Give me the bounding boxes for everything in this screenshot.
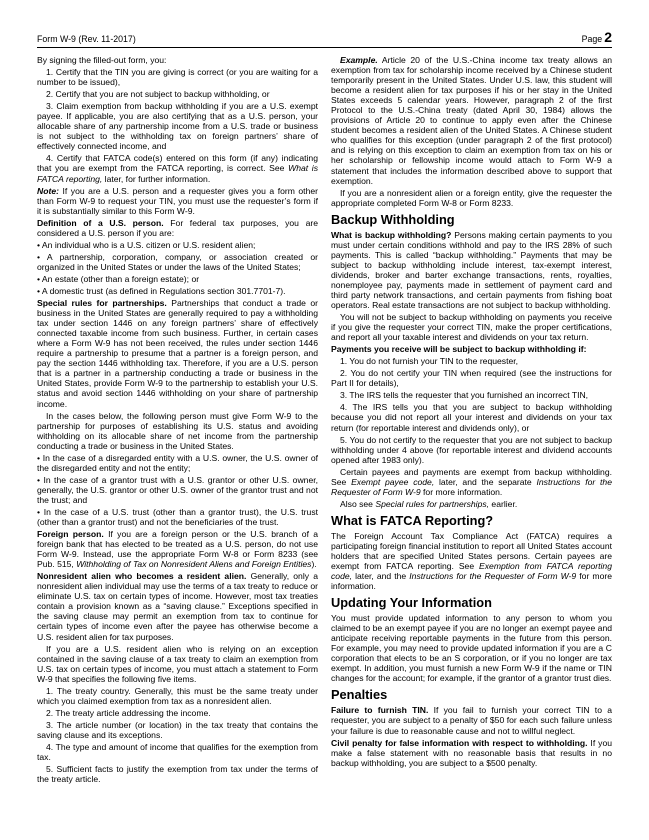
text-run: What is FATCA reporting, xyxy=(37,163,318,184)
page-number: 2 xyxy=(604,29,612,45)
bullet-item xyxy=(37,475,318,505)
text-run: 1. The treaty country. Generally, this must be the same treaty under which you claimed exemption from tax as a nonresident alien. xyxy=(37,685,318,706)
text-run: Definition of a U.S. person. xyxy=(37,217,164,228)
paragraph xyxy=(37,101,318,151)
text-run: • An estate (other than a foreign estate); or xyxy=(37,273,200,284)
paragraph xyxy=(331,467,612,497)
bullet-item xyxy=(37,286,318,296)
text-run: for more information. xyxy=(331,571,612,592)
text-run: • An individual who is a U.S. citizen or U.S. resident alien; xyxy=(37,239,256,250)
right-column xyxy=(331,55,612,786)
paragraph xyxy=(331,613,612,683)
text-run: By signing the filled-out form, you: xyxy=(37,55,167,65)
text-run: 2. The treaty article addressing the income. xyxy=(46,707,211,718)
text-run: Special rules for partnerships. xyxy=(37,298,167,309)
page-label: Page xyxy=(581,34,603,44)
text-run: 3. The IRS tells the requester that you furnished an incorrect TIN, xyxy=(340,390,589,401)
text-run: Partnerships that conduct a trade or business in the United States are generally required to pay a withholding tax under section 1446 on any foreign partners’ share of effectively connected taxable income from such business. Further, in certain cases where a Form W-9 has not been received, the rules under section 1446 require a partnership to presume that a partner is a foreign person, and pay the section 1446 withholding tax. Therefore, if you are a U.S. person that is a partner in a partnership conducting a trade or business in the United States, provide Form W-9 to the partnership to establish your U.S. status and avoid section 1446 withholding on your share of partnership income. xyxy=(37,298,318,409)
text-run: You will not be subject to backup withholding on payments you receive if you give the requester your correct TIN, make the proper certifications, and report all your taxable interest and dividends on your tax return. xyxy=(331,312,612,343)
section-heading xyxy=(331,514,612,529)
bullet-item xyxy=(37,274,318,284)
paragraph xyxy=(37,720,318,740)
paragraph xyxy=(331,402,612,432)
text-run: If you fail to furnish your correct TIN to a requester, you are subject to a penalty of $50 for each such failure unless your failure is due to reasonable cause and not to willful neglect. xyxy=(331,705,612,736)
paragraph xyxy=(331,312,612,342)
text-run: 2. You do not certify your TIN when required (see the instructions for Part II for details), xyxy=(331,368,612,389)
text-run: later, and the xyxy=(352,571,410,582)
text-run: later, and the separate xyxy=(434,476,537,487)
text-run: Penalties xyxy=(331,687,388,703)
text-run: The Foreign Account Tax Compliance Act (FATCA) requires a participating foreign financial institution to report all United States account holders that are specified United States persons. Certain payees are exempt from FATCA reporting. See xyxy=(331,530,612,571)
bullet-item xyxy=(37,453,318,473)
paragraph xyxy=(331,368,612,388)
paragraph xyxy=(331,705,612,735)
text-run: 3. The article number (or location) in the tax treaty that contains the saving clause and its exceptions. xyxy=(37,719,318,740)
text-run: 5. You do not certify to the requester that you are not subject to backup withholding under 4 above (for reportable interest and dividend accounts opened after 1983 only). xyxy=(331,434,612,465)
text-run: 4. The IRS tells you that you are subject to backup withholding because you did not report all your interest and dividends on your tax return (for reportable interest and dividends only), or xyxy=(331,402,612,433)
paragraph xyxy=(37,298,318,409)
text-run: later, for further information. xyxy=(102,173,211,184)
paragraph xyxy=(37,89,318,99)
left-column xyxy=(37,55,318,786)
text-run: 1. You do not furnish your TIN to the requester, xyxy=(340,356,519,367)
text-run: Special rules for partnerships, xyxy=(375,498,490,509)
paragraph xyxy=(37,186,318,216)
text-run: If you are a foreign person or the U.S. branch of a foreign bank that has elected to be treated as a U.S. person, do not use Form W-9. Instead, use the appropriate Form W-8 or Form 8233 (see Pub. 515, xyxy=(37,529,319,570)
text-run: 5. Sufficient facts to justify the exemption from tax under the terms of the treaty article. xyxy=(37,764,318,785)
text-run: 1. Certify that the TIN you are giving is correct (or you are waiting for a number to be issued), xyxy=(37,67,318,88)
text-run: Instructions for the Requester of Form W-9 xyxy=(409,571,577,582)
text-run: Civil penalty for false information with respect to withholding. xyxy=(331,737,588,748)
text-run: Also see xyxy=(340,498,376,509)
paragraph xyxy=(331,188,612,208)
text-run: Nonresident alien who becomes a resident alien. xyxy=(37,571,247,582)
paragraph xyxy=(331,356,612,366)
text-run: Payments you receive will be subject to backup withholding if: xyxy=(331,344,587,355)
text-run: • In the case of a grantor trust with a U.S. grantor or other U.S. owner, generally, the U.S. grantor or other U.S. owner of the grantor trust and not the trust; and xyxy=(37,474,318,505)
text-run: earlier. xyxy=(489,498,518,509)
text-run: Generally, only a nonresident alien individual may use the terms of a tax treaty to reduce or eliminate U.S. tax on certain types of income. However, most tax treaties contain a provision known as a “saving clause.” Exceptions specified in the saving clause may permit an exemption from tax to continue for certain types of income even after the payee has otherwise become a U.S. resident alien for tax purposes. xyxy=(37,571,318,642)
bullet-item xyxy=(37,252,318,272)
text-run: If you are a nonresident alien or a foreign entity, give the requester the appropriate completed Form W-8 or Form 8233. xyxy=(331,187,612,208)
text-run: If you are a U.S. person and a requester gives you a form other than Form W-9 to request your TIN, you must use the requester’s form if it is substantially similar to this Form W-9. xyxy=(37,185,318,216)
text-run: What is backup withholding? xyxy=(331,229,452,240)
paragraph xyxy=(37,764,318,784)
paragraph xyxy=(331,344,612,354)
text-run: 4. The type and amount of income that qualifies for the exemption from tax. xyxy=(37,742,318,763)
paragraph xyxy=(331,230,612,310)
section-heading xyxy=(331,596,612,611)
text-run: Instructions for the Requester of Form W-9 xyxy=(331,476,612,497)
paragraph xyxy=(37,411,318,451)
text-run: If you are a U.S. resident alien who is relying on an exception contained in the saving clause of a tax treaty to claim an exemption from U.S. tax on certain types of income, you must attach a statement to Form W-9 that specifies the following five items. xyxy=(37,643,318,684)
page-header xyxy=(37,30,612,48)
paragraph xyxy=(37,686,318,706)
paragraph xyxy=(331,738,612,768)
paragraph xyxy=(331,390,612,400)
form-id: Form W-9 (Rev. 11-2017) xyxy=(37,34,136,44)
text-run: What is FATCA Reporting? xyxy=(331,512,494,528)
text-run: 2. Certify that you are not subject to backup withholding, or xyxy=(46,89,270,100)
paragraph xyxy=(37,153,318,183)
paragraph xyxy=(37,644,318,684)
bullet-item xyxy=(37,240,318,250)
paragraph xyxy=(331,499,612,509)
text-run: for more information. xyxy=(420,486,503,497)
text-run: 3. Claim exemption from backup withholding if you are a U.S. exempt payee. If applicable, you are also certifying that as a U.S. person, your allocable share of any partnership income from a U.S. trade or business is not subject to the withholding tax on foreign partners’ share of effectively connected income, and xyxy=(37,101,318,152)
page-indicator xyxy=(582,30,612,44)
text-run: You must provide updated information to any person to whom you claimed to be an exempt payee if you are no longer an exempt payee and anticipate receiving reportable payments in the future from this person. For example, you may need to provide updated information if you are a C corporation that elects to be an S corporation, or if you no longer are tax exempt. In addition, you must furnish a new Form W-9 if the name or TIN changes for the account; for example, if the grantor of a grantor trust dies. xyxy=(331,613,612,684)
paragraph xyxy=(37,218,318,238)
text-run: For federal tax purposes, you are considered a U.S. person if you are: xyxy=(37,217,318,238)
text-run: In the cases below, the following person must give Form W-9 to the partnership for purposes of establishing its U.S. status and avoiding withholding on its allocable share of net income from the partnership conducting a trade or business in the United States. xyxy=(37,410,318,451)
paragraph xyxy=(331,55,612,186)
two-column-body xyxy=(37,55,612,786)
text-run: ). xyxy=(311,559,317,570)
text-run: If you make a false statement with no reasonable basis that results in no backup withholding, you are subject to a $500 penalty. xyxy=(331,737,613,768)
paragraph xyxy=(37,742,318,762)
text-run: • In the case of a disregarded entity with a U.S. owner, the U.S. owner of the disregarded entity and not the entity; xyxy=(37,452,318,473)
text-run: Example. xyxy=(340,55,378,65)
text-run: Backup Withholding xyxy=(331,211,455,227)
paragraph xyxy=(37,708,318,718)
text-run: • A partnership, corporation, company, or association created or organized in the United States or under the laws of the United States; xyxy=(37,251,318,272)
text-run: Note: xyxy=(37,185,59,196)
paragraph xyxy=(37,571,318,641)
text-run: • In the case of a U.S. trust (other than a grantor trust), the U.S. trust (other than a grantor trust) and not the beneficiaries of the trust. xyxy=(37,506,318,528)
paragraph xyxy=(37,67,318,87)
section-heading xyxy=(331,688,612,703)
paragraph xyxy=(37,529,318,569)
text-run: Certain payees and payments are exempt from backup withholding. See xyxy=(331,466,612,487)
text-run: Foreign person. xyxy=(37,529,104,540)
text-run: • A domestic trust (as defined in Regulations section 301.7701-7). xyxy=(37,285,286,296)
bullet-item xyxy=(37,507,318,527)
section-heading xyxy=(331,213,612,228)
text-run: Exemption from FATCA reporting code, xyxy=(331,561,612,582)
text-run: 4. Certify that FATCA code(s) entered on this form (if any) indicating that you are exempt from the FATCA reporting, is correct. See xyxy=(37,153,318,174)
paragraph xyxy=(331,435,612,465)
paragraph xyxy=(331,531,612,591)
text-run: Article 20 of the U.S.-China income tax treaty allows an exemption from tax for scholarship income received by a Chinese student temporarily present in the United States. Under U.S. law, this student will become a resident alien for tax purposes if his or her stay in the United States exceeds 5 calendar years. However, paragraph 2 of the first Protocol to the U.S.-China treaty (dated April 30, 1984) allows the provisions of Article 20 to continue to apply even after the Chinese student becomes a resident alien of the United States. A Chinese student who qualifies for this exception (under paragraph 2 of the first protocol) and is relying on this exception to claim an exemption from tax on his or her scholarship or fellowship income would attach to Form W-9 a statement that includes the information described above to support that exemption. xyxy=(331,55,612,186)
text-run: Exempt payee code, xyxy=(351,476,435,487)
text-run: Withholding of Tax on Nonresident Aliens and Foreign Entities xyxy=(76,559,312,570)
paragraph xyxy=(37,55,318,65)
text-run: Persons making certain payments to you must under certain conditions withhold and pay to the IRS 28% of such payments. This is called “backup withholding.” Payments that may be subject to backup withholding include interest, tax-exempt interest, dividends, broker and barter exchange transactions, rents, royalties, nonemployee pay, payments made in settlement of payment card and third party network transactions, and certain payments from fishing boat operators. Real estate transactions are not subject to backup withholding. xyxy=(331,229,612,310)
text-run: Failure to furnish TIN. xyxy=(331,705,429,716)
text-run: Updating Your Information xyxy=(331,595,492,611)
